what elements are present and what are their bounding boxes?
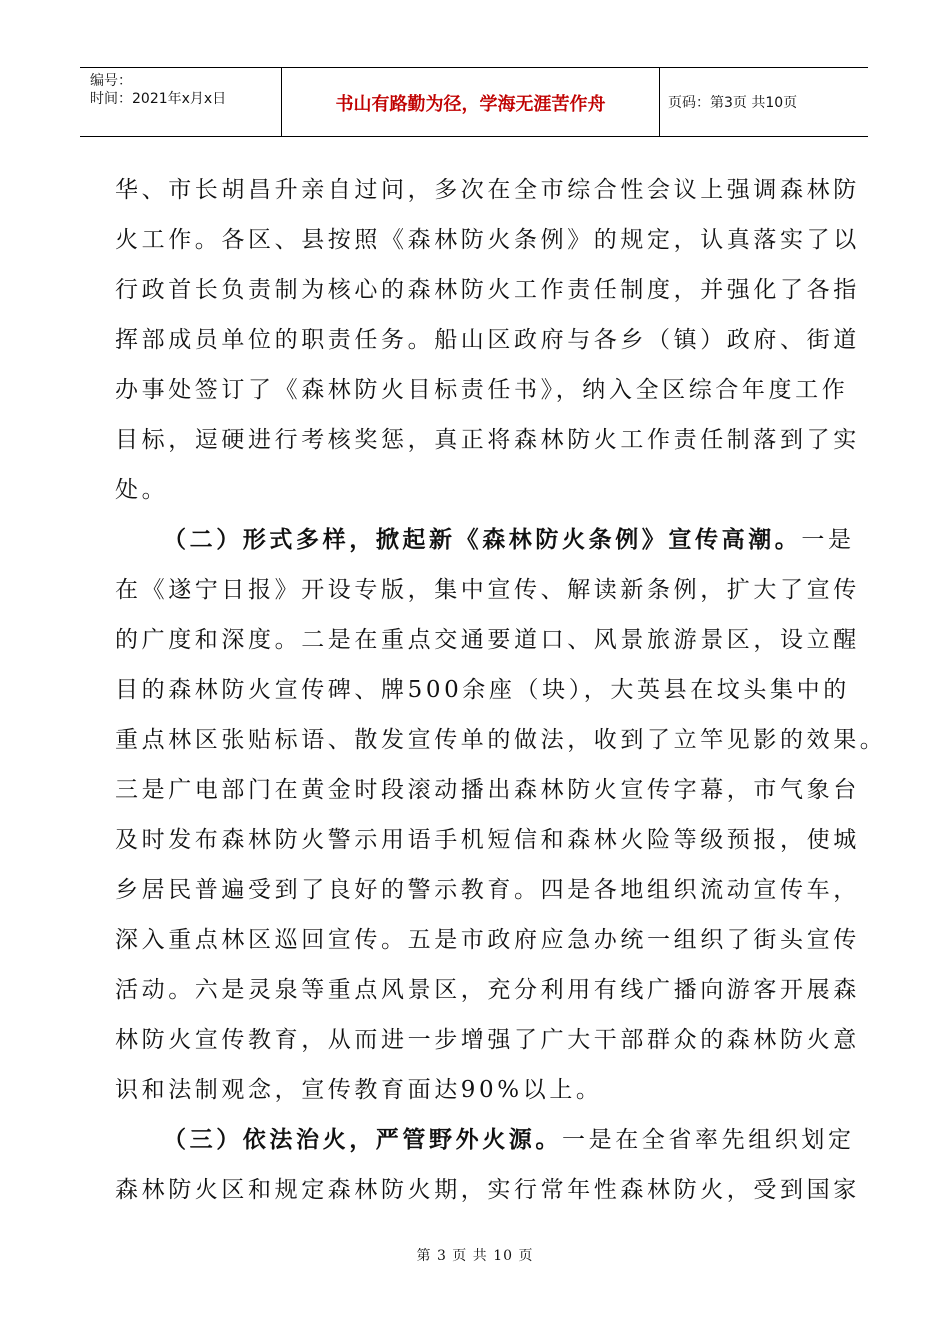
body-line bbox=[115, 415, 860, 465]
body-line-text: 活动。六是灵泉等重点风景区，充分利用有线广播向游客开展森 bbox=[115, 977, 860, 1003]
page-footer-number: 第 3 页 共 10 页 bbox=[416, 1248, 534, 1264]
body-line-text: 森林防火区和规定森林防火期，实行常年性森林防火，受到国家 bbox=[115, 1177, 860, 1203]
body-line-text: 在《遂宁日报》开设专版，集中宣传、解读新条例，扩大了宣传 bbox=[115, 577, 860, 603]
body-line bbox=[115, 965, 860, 1015]
body-line bbox=[115, 515, 855, 565]
section-heading: （三）依法治火，严管野外火源。 bbox=[163, 1127, 562, 1153]
body-line-text: 行政首长负责制为核心的森林防火工作责任制度，并强化了各指 bbox=[115, 277, 860, 303]
body-line bbox=[115, 1015, 860, 1065]
body-line bbox=[115, 915, 860, 965]
body-line bbox=[115, 615, 860, 665]
body-line-text: 一是在全省率先组织划定 bbox=[562, 1127, 855, 1153]
body-line-text: 火工作。各区、县按照《森林防火条例》的规定，认真落实了以 bbox=[115, 227, 860, 253]
body-line bbox=[115, 715, 887, 765]
section-heading: （二）形式多样，掀起新《森林防火条例》宣传高潮。 bbox=[163, 527, 802, 553]
body-line bbox=[115, 1165, 860, 1215]
body-line bbox=[115, 365, 849, 415]
body-line bbox=[115, 765, 860, 815]
body-line-text: 挥部成员单位的职责任务。船山区政府与各乡（镇）政府、街道 bbox=[115, 327, 860, 353]
body-line-text: 办事处签订了《森林防火目标责任书》，纳入全区综合年度工作 bbox=[115, 377, 849, 403]
body-line bbox=[115, 1115, 855, 1165]
header-page-info: 页码：第3页 共10页 bbox=[668, 95, 798, 111]
body-line bbox=[115, 565, 860, 615]
body-line-text: 处。 bbox=[115, 477, 169, 503]
body-line bbox=[115, 165, 860, 215]
header-motto: 书山有路勤为径，学海无涯苦作舟 bbox=[335, 94, 606, 115]
body-line bbox=[115, 215, 860, 265]
body-line-text: 一是 bbox=[801, 527, 855, 553]
body-line-text: 目标，逗硬进行考核奖惩，真正将森林防火工作责任制落到了实 bbox=[115, 427, 860, 453]
body-line-text: 林防火宣传教育，从而进一步增强了广大干部群众的森林防火意 bbox=[115, 1027, 860, 1053]
body-line-text: 及时发布森林防火警示用语手机短信和森林火险等级预报，使城 bbox=[115, 827, 860, 853]
body-line bbox=[115, 865, 860, 915]
body-line bbox=[115, 265, 860, 315]
body-line bbox=[115, 665, 850, 715]
header-meta-cell bbox=[80, 68, 282, 136]
body-line bbox=[115, 815, 860, 865]
page-header bbox=[80, 67, 868, 137]
body-line-text: 识和法制观念，宣传教育面达90%以上。 bbox=[115, 1077, 603, 1103]
header-page-cell bbox=[660, 68, 868, 136]
body-line bbox=[115, 1065, 845, 1115]
body-line bbox=[115, 315, 860, 365]
document-date-label: 时间：2021年x月x日 bbox=[90, 91, 227, 107]
header-motto-cell bbox=[282, 68, 660, 136]
body-line-text: 三是广电部门在黄金时段滚动播出森林防火宣传字幕，市气象台 bbox=[115, 777, 860, 803]
body-line bbox=[115, 465, 845, 515]
document-number-label: 编号： bbox=[90, 73, 132, 89]
document-body bbox=[115, 165, 887, 1215]
body-line-text: 重点林区张贴标语、散发宣传单的做法，收到了立竿见影的效果。 bbox=[115, 727, 887, 753]
body-line-text: 的广度和深度。二是在重点交通要道口、风景旅游景区，设立醒 bbox=[115, 627, 860, 653]
body-line-text: 乡居民普遍受到了良好的警示教育。四是各地组织流动宣传车， bbox=[115, 877, 860, 903]
body-line-text: 深入重点林区巡回宣传。五是市政府应急办统一组织了街头宣传 bbox=[115, 927, 860, 953]
body-line-text: 华、市长胡昌升亲自过问，多次在全市综合性会议上强调森林防 bbox=[115, 177, 860, 203]
body-line-text: 目的森林防火宣传碑、牌500余座（块），大英县在坟头集中的 bbox=[115, 677, 850, 703]
